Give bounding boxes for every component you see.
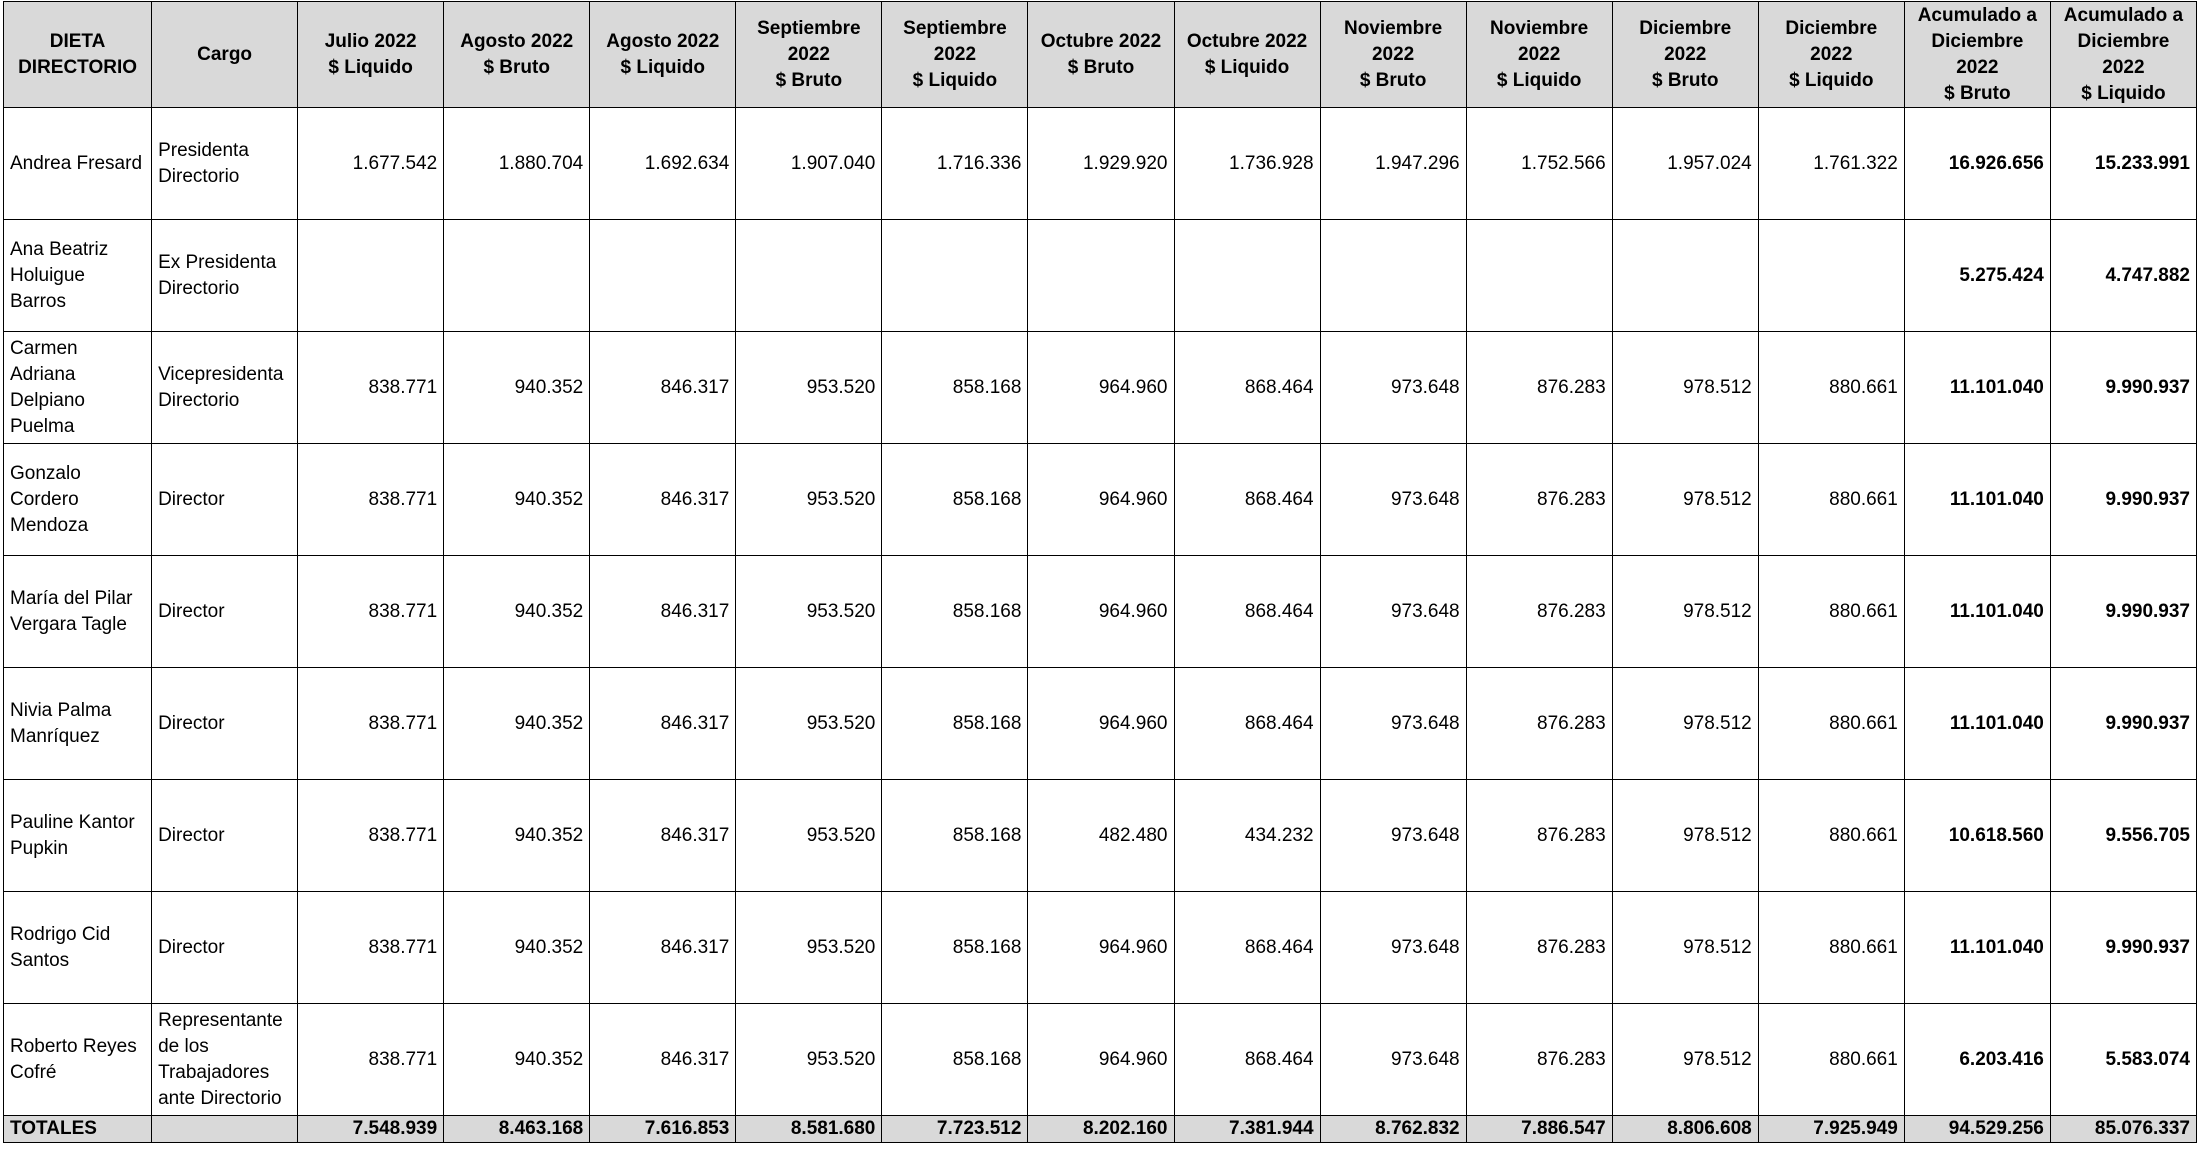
total-cell: 8.581.680 — [736, 1116, 882, 1143]
amount-cell: 964.960 — [1028, 668, 1174, 780]
amount-cell: 868.464 — [1174, 668, 1320, 780]
amount-cell: 858.168 — [882, 1004, 1028, 1116]
header-cargo — [152, 2, 298, 108]
amount-cell: 978.512 — [1612, 444, 1758, 556]
header-label: Agosto 2022 $ Liquido — [606, 30, 720, 78]
amount-cell — [1466, 220, 1612, 332]
amount-cell: 940.352 — [444, 1004, 590, 1116]
amount-cell: 858.168 — [882, 556, 1028, 668]
acumulado-liquido-cell: 9.556.705 — [2050, 780, 2196, 892]
amount-cell: 1.716.336 — [882, 108, 1028, 220]
amount-cell: 846.317 — [590, 780, 736, 892]
remuneration-table — [3, 1, 2197, 1143]
header-noviembre-bruto — [1320, 2, 1466, 108]
acumulado-liquido-cell: 9.990.937 — [2050, 444, 2196, 556]
amount-cell: 880.661 — [1758, 444, 1904, 556]
amount-cell: 876.283 — [1466, 332, 1612, 444]
amount-cell: 868.464 — [1174, 556, 1320, 668]
amount-cell: 1.907.040 — [736, 108, 882, 220]
acumulado-bruto-cell: 16.926.656 — [1904, 108, 2050, 220]
total-cell-acumulado-bruto: 94.529.256 — [1904, 1116, 2050, 1143]
amount-cell: 838.771 — [298, 444, 444, 556]
total-cell: 7.616.853 — [590, 1116, 736, 1143]
amount-cell: 940.352 — [444, 892, 590, 1004]
header-diciembre-liquido — [1758, 2, 1904, 108]
amount-cell: 838.771 — [298, 556, 444, 668]
total-cell: 8.806.608 — [1612, 1116, 1758, 1143]
acumulado-bruto-cell: 6.203.416 — [1904, 1004, 2050, 1116]
amount-cell: 940.352 — [444, 668, 590, 780]
amount-cell: 1.761.322 — [1758, 108, 1904, 220]
amount-cell — [298, 220, 444, 332]
amount-cell: 978.512 — [1612, 556, 1758, 668]
director-name: Pauline Kantor Pupkin — [4, 780, 152, 892]
amount-cell: 964.960 — [1028, 1004, 1174, 1116]
amount-cell: 953.520 — [736, 556, 882, 668]
table-row — [4, 1004, 2197, 1116]
director-cargo: Director — [152, 556, 298, 668]
header-label: Cargo — [197, 43, 253, 65]
amount-cell: 973.648 — [1320, 332, 1466, 444]
amount-cell: 940.352 — [444, 332, 590, 444]
header-diciembre-bruto — [1612, 2, 1758, 108]
amount-cell: 953.520 — [736, 780, 882, 892]
amount-cell: 964.960 — [1028, 892, 1174, 1004]
amount-cell: 858.168 — [882, 332, 1028, 444]
header-acumulado-bruto — [1904, 2, 2050, 108]
header-label: Octubre 2022 $ Liquido — [1186, 30, 1308, 78]
director-cargo: Ex Presidenta Directorio — [152, 220, 298, 332]
header-octubre-liquido — [1174, 2, 1320, 108]
amount-cell: 846.317 — [590, 1004, 736, 1116]
amount-cell: 868.464 — [1174, 1004, 1320, 1116]
amount-cell: 868.464 — [1174, 444, 1320, 556]
header-label: Julio 2022 $ Liquido — [324, 30, 417, 78]
amount-cell: 973.648 — [1320, 556, 1466, 668]
amount-cell: 838.771 — [298, 332, 444, 444]
acumulado-liquido-cell: 9.990.937 — [2050, 556, 2196, 668]
director-cargo: Director — [152, 668, 298, 780]
amount-cell: 973.648 — [1320, 1004, 1466, 1116]
amount-cell: 838.771 — [298, 892, 444, 1004]
amount-cell: 973.648 — [1320, 444, 1466, 556]
amount-cell: 838.771 — [298, 1004, 444, 1116]
director-name: Roberto Reyes Cofré — [4, 1004, 152, 1116]
totals-label: TOTALES — [4, 1116, 152, 1143]
header-row — [4, 2, 2197, 108]
amount-cell: 846.317 — [590, 556, 736, 668]
amount-cell: 1.957.024 — [1612, 108, 1758, 220]
header-noviembre-liquido — [1466, 2, 1612, 108]
amount-cell: 973.648 — [1320, 668, 1466, 780]
acumulado-bruto-cell: 10.618.560 — [1904, 780, 2050, 892]
table-row — [4, 892, 2197, 1004]
table-row — [4, 780, 2197, 892]
table-row — [4, 332, 2197, 444]
acumulado-liquido-cell: 9.990.937 — [2050, 332, 2196, 444]
acumulado-bruto-cell: 11.101.040 — [1904, 668, 2050, 780]
total-cell: 7.548.939 — [298, 1116, 444, 1143]
header-dieta-directorio — [4, 2, 152, 108]
amount-cell — [1174, 220, 1320, 332]
amount-cell — [1320, 220, 1466, 332]
amount-cell: 973.648 — [1320, 780, 1466, 892]
director-name: Nivia Palma Manríquez — [4, 668, 152, 780]
totals-row — [4, 1116, 2197, 1143]
amount-cell: 978.512 — [1612, 668, 1758, 780]
amount-cell: 858.168 — [882, 780, 1028, 892]
amount-cell: 858.168 — [882, 444, 1028, 556]
amount-cell: 482.480 — [1028, 780, 1174, 892]
amount-cell: 953.520 — [736, 892, 882, 1004]
amount-cell: 434.232 — [1174, 780, 1320, 892]
amount-cell: 973.648 — [1320, 892, 1466, 1004]
director-name: Ana Beatriz Holuigue Barros — [4, 220, 152, 332]
total-cell: 7.381.944 — [1174, 1116, 1320, 1143]
total-cell: 8.463.168 — [444, 1116, 590, 1143]
amount-cell: 978.512 — [1612, 892, 1758, 1004]
amount-cell — [444, 220, 590, 332]
amount-cell: 953.520 — [736, 668, 882, 780]
amount-cell: 940.352 — [444, 444, 590, 556]
amount-cell: 846.317 — [590, 444, 736, 556]
amount-cell: 846.317 — [590, 332, 736, 444]
amount-cell: 880.661 — [1758, 332, 1904, 444]
acumulado-bruto-cell: 5.275.424 — [1904, 220, 2050, 332]
header-septiembre-bruto — [736, 2, 882, 108]
header-label: Acumulado a Diciembre 2022 $ Bruto — [1917, 4, 2037, 104]
director-name: Rodrigo Cid Santos — [4, 892, 152, 1004]
header-julio-liquido — [298, 2, 444, 108]
header-label: Septiembre 2022 $ Liquido — [903, 17, 1007, 91]
header-label: Diciembre 2022 $ Liquido — [1785, 17, 1878, 91]
amount-cell: 978.512 — [1612, 1004, 1758, 1116]
amount-cell: 868.464 — [1174, 892, 1320, 1004]
totals-cargo — [152, 1116, 298, 1143]
director-cargo: Vicepresidenta Directorio — [152, 332, 298, 444]
amount-cell: 964.960 — [1028, 444, 1174, 556]
acumulado-bruto-cell: 11.101.040 — [1904, 892, 2050, 1004]
amount-cell: 858.168 — [882, 892, 1028, 1004]
total-cell-acumulado-liquido: 85.076.337 — [2050, 1116, 2196, 1143]
amount-cell: 1.880.704 — [444, 108, 590, 220]
amount-cell: 978.512 — [1612, 332, 1758, 444]
amount-cell: 868.464 — [1174, 332, 1320, 444]
header-label: Noviembre 2022 $ Liquido — [1490, 17, 1589, 91]
table-body — [4, 108, 2197, 1116]
amount-cell — [590, 220, 736, 332]
table-row — [4, 220, 2197, 332]
acumulado-bruto-cell: 11.101.040 — [1904, 332, 2050, 444]
amount-cell — [882, 220, 1028, 332]
amount-cell: 940.352 — [444, 780, 590, 892]
amount-cell: 876.283 — [1466, 1004, 1612, 1116]
amount-cell: 1.929.920 — [1028, 108, 1174, 220]
director-name: María del Pilar Vergara Tagle — [4, 556, 152, 668]
acumulado-bruto-cell: 11.101.040 — [1904, 556, 2050, 668]
header-label: Octubre 2022 $ Bruto — [1040, 30, 1162, 78]
header-label: Agosto 2022 $ Bruto — [460, 30, 574, 78]
table-row — [4, 108, 2197, 220]
amount-cell: 1.677.542 — [298, 108, 444, 220]
amount-cell: 880.661 — [1758, 1004, 1904, 1116]
amount-cell: 880.661 — [1758, 892, 1904, 1004]
amount-cell: 953.520 — [736, 332, 882, 444]
amount-cell: 940.352 — [444, 556, 590, 668]
table-row — [4, 556, 2197, 668]
amount-cell: 978.512 — [1612, 780, 1758, 892]
amount-cell: 880.661 — [1758, 556, 1904, 668]
acumulado-liquido-cell: 5.583.074 — [2050, 1004, 2196, 1116]
header-agosto-bruto — [444, 2, 590, 108]
amount-cell: 953.520 — [736, 1004, 882, 1116]
amount-cell — [736, 220, 882, 332]
table-row — [4, 668, 2197, 780]
amount-cell — [1612, 220, 1758, 332]
amount-cell: 876.283 — [1466, 668, 1612, 780]
header-label: DIETA DIRECTORIO — [18, 30, 137, 78]
acumulado-bruto-cell: 11.101.040 — [1904, 444, 2050, 556]
amount-cell: 846.317 — [590, 892, 736, 1004]
header-septiembre-liquido — [882, 2, 1028, 108]
total-cell: 8.762.832 — [1320, 1116, 1466, 1143]
header-label: Acumulado a Diciembre 2022 $ Liquido — [2063, 4, 2184, 104]
amount-cell: 838.771 — [298, 780, 444, 892]
director-cargo: Director — [152, 444, 298, 556]
header-label: Diciembre 2022 $ Bruto — [1639, 17, 1732, 91]
director-name: Carmen Adriana Delpiano Puelma — [4, 332, 152, 444]
total-cell: 7.925.949 — [1758, 1116, 1904, 1143]
amount-cell: 876.283 — [1466, 556, 1612, 668]
amount-cell: 964.960 — [1028, 332, 1174, 444]
director-cargo: Representante de los Trabajadores ante Directorio — [152, 1004, 298, 1116]
amount-cell: 846.317 — [590, 668, 736, 780]
amount-cell: 1.752.566 — [1466, 108, 1612, 220]
acumulado-liquido-cell: 9.990.937 — [2050, 668, 2196, 780]
acumulado-liquido-cell: 4.747.882 — [2050, 220, 2196, 332]
amount-cell: 858.168 — [882, 668, 1028, 780]
amount-cell: 876.283 — [1466, 892, 1612, 1004]
amount-cell: 838.771 — [298, 668, 444, 780]
header-agosto-liquido — [590, 2, 736, 108]
director-cargo: Presidenta Directorio — [152, 108, 298, 220]
total-cell: 7.723.512 — [882, 1116, 1028, 1143]
total-cell: 7.886.547 — [1466, 1116, 1612, 1143]
header-label: Septiembre 2022 $ Bruto — [757, 17, 861, 91]
amount-cell: 1.692.634 — [590, 108, 736, 220]
header-label: Noviembre 2022 $ Bruto — [1343, 17, 1443, 91]
amount-cell — [1758, 220, 1904, 332]
amount-cell: 876.283 — [1466, 780, 1612, 892]
header-octubre-bruto — [1028, 2, 1174, 108]
director-name: Gonzalo Cordero Mendoza — [4, 444, 152, 556]
director-cargo: Director — [152, 892, 298, 1004]
amount-cell: 953.520 — [736, 444, 882, 556]
director-cargo: Director — [152, 780, 298, 892]
amount-cell: 1.947.296 — [1320, 108, 1466, 220]
amount-cell — [1028, 220, 1174, 332]
acumulado-liquido-cell: 9.990.937 — [2050, 892, 2196, 1004]
acumulado-liquido-cell: 15.233.991 — [2050, 108, 2196, 220]
header-acumulado-liquido — [2050, 2, 2196, 108]
amount-cell: 964.960 — [1028, 556, 1174, 668]
amount-cell: 880.661 — [1758, 780, 1904, 892]
total-cell: 8.202.160 — [1028, 1116, 1174, 1143]
amount-cell: 876.283 — [1466, 444, 1612, 556]
amount-cell: 880.661 — [1758, 668, 1904, 780]
director-name: Andrea Fresard — [4, 108, 152, 220]
table-row — [4, 444, 2197, 556]
amount-cell: 1.736.928 — [1174, 108, 1320, 220]
